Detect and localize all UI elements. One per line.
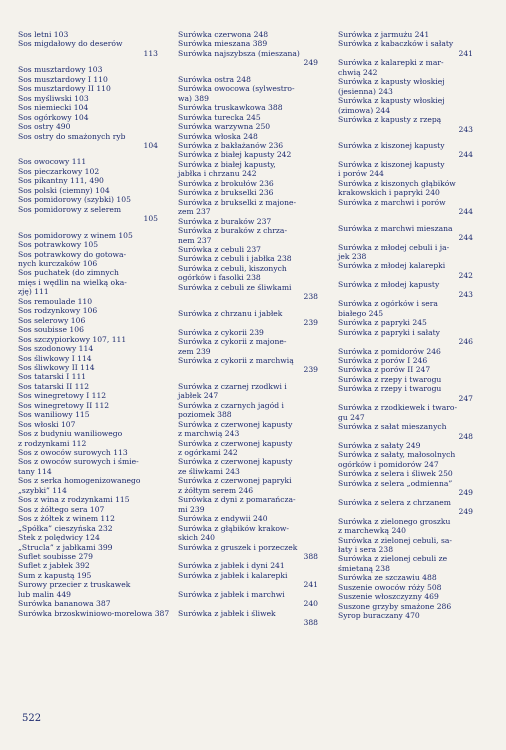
index-entry: Surówka z jabłek i dyni 241 <box>178 561 285 571</box>
index-entry: skich 240 <box>178 533 215 543</box>
index-page-ref: 388 <box>303 618 318 628</box>
index-entry: Sos z wina z rodzynkami 115 <box>18 495 130 505</box>
page-number: 522 <box>22 713 42 724</box>
index-entry: Surówka z buraków z chrza- <box>178 226 288 236</box>
index-entry: krakowskich i papryki 240 <box>338 188 440 198</box>
index-entry: Surówka z papryki 245 <box>338 318 427 328</box>
index-entry: Surówka z ogórków i sera <box>338 299 438 309</box>
index-entry: Surówka z cebuli ze śliwkami <box>178 282 292 292</box>
index-entry: Sos pomidorowy z selerem <box>18 204 122 214</box>
index-page-ref: 241 <box>303 580 318 590</box>
index-entry: Suszenie owoców róży 508 <box>338 582 442 592</box>
index-entry: Sos niemiecki 104 <box>18 103 89 113</box>
index-page-ref: 113 <box>143 48 158 58</box>
index-entry: Surówka z czerwonej papryki <box>178 476 292 486</box>
index-entry: Surówka z endywii 240 <box>178 514 268 524</box>
index-entry: Sos z serka homogenizowanego <box>18 476 141 486</box>
index-entry: śmietaną 238 <box>338 563 390 573</box>
entry-gap <box>178 375 318 382</box>
entry-gap <box>18 150 158 157</box>
index-entry: ogórków i pomidorów 247 <box>338 459 439 469</box>
index-entry: Sos winegretowy II 112 <box>18 400 110 410</box>
index-entry: Surówka z selera „odmienna” <box>338 478 453 488</box>
index-page-ref: 244 <box>458 150 473 160</box>
index-entry: Surówka z gruszek i porzeczek <box>178 542 298 552</box>
index-entry: Surówka z selera z chrzanem <box>338 497 451 507</box>
index-entry: gu 247 <box>338 412 365 422</box>
entry-gap <box>338 217 473 224</box>
index-entry: Surowy przecier z truskawek <box>18 580 131 590</box>
index-entry: ogórków i fasolki 238 <box>178 273 261 283</box>
index-entry: Surówka z czarnych jagód i <box>178 400 284 410</box>
index-entry: Sos letni 103 <box>18 30 69 39</box>
index-entry: Surówka z papryki i sałaty <box>338 327 440 337</box>
index-page-ref: 244 <box>458 233 473 243</box>
index-entry: z marchewką 240 <box>338 526 406 536</box>
index-entry: Sos ostry 490 <box>18 122 71 132</box>
index-entry: Sos selerowy 106 <box>18 315 86 325</box>
index-entry: poziomek 388 <box>178 410 232 420</box>
index-entry: Surówka włoska 248 <box>178 131 258 141</box>
index-entry: Sos myśliwski 103 <box>18 93 89 103</box>
index-entry: jek 238 <box>338 251 367 261</box>
index-entry: Surówka bananowa 387 <box>18 599 111 609</box>
index-entry: Surówka z czarnej rzodkwi i <box>178 381 287 391</box>
index-entry: Surówka z kabaczków i sałaty <box>338 39 454 49</box>
index-entry: Surówka z rzepy i twarogu <box>338 384 442 394</box>
index-page-ref: 249 <box>303 58 318 68</box>
entry-gap <box>18 58 158 65</box>
index-entry: mięs i wędlin na wielką oka- <box>18 277 127 287</box>
index-page-ref: 240 <box>303 599 318 609</box>
index-entry: Surówka z sałaty 249 <box>338 441 421 451</box>
index-page-ref: 238 <box>303 292 318 302</box>
index-entry: (zimowa) 244 <box>338 105 391 115</box>
entry-gap <box>178 68 318 75</box>
index-entry: Sos ostry do smażonych ryb <box>18 131 126 141</box>
index-entry: Surówka z sałat mieszanych <box>338 422 447 432</box>
index-entry: Suflet soubisse 279 <box>18 552 93 562</box>
index-entry: Sos włoski 107 <box>18 419 76 429</box>
index-entry: Sos śliwkowy II 114 <box>18 362 95 372</box>
index-entry: Surówka turecka 245 <box>178 112 261 122</box>
index-entry: Surówka z zielonego groszku <box>338 516 451 526</box>
index-entry: Sum z kapustą 195 <box>18 570 92 580</box>
index-entry: Surówka z cykorii z majone- <box>178 337 287 347</box>
index-entry: Surówka z czerwonej kapusty <box>178 438 293 448</box>
index-entry: chwią 242 <box>338 67 378 77</box>
index-entry: lub malin 449 <box>18 589 71 599</box>
index-entry: Surówka z białej kapusty 242 <box>178 150 292 160</box>
index-entry: Sos winegretowy I 112 <box>18 391 107 401</box>
index-entry: nem 237 <box>178 235 212 245</box>
index-entry: Surówka z jarmużu 241 <box>338 30 430 39</box>
index-entry: zem 237 <box>178 207 211 217</box>
index-entry: Sos z owoców surowych i śmie- <box>18 457 139 467</box>
index-entry: Surówka mieszana 389 <box>178 39 268 49</box>
index-entry: Surówka z młodej kalarepki <box>338 261 446 271</box>
index-entry: Surówka z brukselki z majone- <box>178 197 297 207</box>
index-entry: Sos z żółtego sera 107 <box>18 504 105 514</box>
index-entry: Suflet z jabłek 392 <box>18 561 90 571</box>
index-entry: Surówka z zielonej cebuli, sa- <box>338 535 453 545</box>
index-entry: Surówka z bakłażanów 236 <box>178 140 284 150</box>
index-entry: Sos szczypiorkowy 107, 111 <box>18 334 127 344</box>
index-entry: Surówka z porów II 247 <box>338 365 431 375</box>
index-page-ref: 239 <box>303 318 318 328</box>
index-page-ref: 249 <box>458 507 473 517</box>
index-entry: ze śliwkami 243 <box>178 466 240 476</box>
index-entry: Surówka owocowa (sylwestro- <box>178 84 295 94</box>
index-page-ref: 243 <box>458 124 473 134</box>
index-entry: mi 239 <box>178 504 205 514</box>
index-entry: Syrop buraczany 470 <box>338 611 420 621</box>
index-entry: z żółtym serem 246 <box>178 485 254 495</box>
index-entry: Surówka najszybsza (mieszana) <box>178 48 300 58</box>
index-entry: Surówka z selera i śliwek 250 <box>338 469 453 479</box>
index-entry: Sos waniliowy 115 <box>18 410 90 420</box>
index-entry: Surówka z jabłek i marchwi <box>178 589 285 599</box>
index-entry: Surówka z dyni z pomarańcza- <box>178 495 296 505</box>
index-entry: Surówka z cebuli i jabłka 238 <box>178 254 292 264</box>
index-page-ref: 242 <box>458 270 473 280</box>
index-entry: „szybki” 114 <box>18 485 67 495</box>
index-entry: Surówka brzoskwiniowo-morelowa 387 <box>18 608 170 618</box>
index-entry: jabłek 247 <box>178 391 219 401</box>
index-entry: Surówka z głąbików krakow- <box>178 523 289 533</box>
index-entry: Suszone grzyby smażone 286 <box>338 601 452 611</box>
index-entry: Surówka z czerwonej kapusty <box>178 419 293 429</box>
index-entry: Surówka z kapusty włoskiej <box>338 96 445 106</box>
index-entry: Sos musztardowy 103 <box>18 65 103 75</box>
index-column-1 <box>18 30 170 618</box>
index-entry: Sos potrawkowy 105 <box>18 240 99 250</box>
index-page-ref: 104 <box>143 140 158 150</box>
index-page-ref: 388 <box>303 552 318 562</box>
index-entry: Surówka z buraków 237 <box>178 216 272 226</box>
index-entry: Sos ogórkowy 104 <box>18 112 89 122</box>
index-entry: i porów 244 <box>338 169 384 179</box>
index-entry: Sos z żółtek z winem 112 <box>18 514 115 524</box>
index-entry: łaty i sera 238 <box>338 545 394 555</box>
index-entry: Surówka z jabłek i śliwek <box>178 608 276 618</box>
index-entry: (jesienna) 243 <box>338 86 393 96</box>
index-entry: Surówka z rzepy i twarogu <box>338 374 442 384</box>
index-entry: Surówka z kalarepki z mar- <box>338 58 444 68</box>
index-entry: Surówka z młodej kapusty <box>338 280 440 290</box>
index-entry: Sos tatarski I 111 <box>18 372 87 382</box>
index-entry: Surówka z jabłek i kalarepki <box>178 570 288 580</box>
index-entry: Sos pieczarkowy 102 <box>18 166 100 176</box>
index-entry: Sos śliwkowy I 114 <box>18 353 92 363</box>
index-entry: Sos polski (ciemny) 104 <box>18 185 110 195</box>
index-entry: „Strucla” z jabłkami 399 <box>18 542 113 552</box>
index-entry: Surówka z sałaty, małosolnych <box>338 450 456 460</box>
index-entry: Surówka z kiszonej kapusty <box>338 140 445 150</box>
index-page-ref: 248 <box>458 431 473 441</box>
index-page-ref: 105 <box>143 214 158 224</box>
index-entry: Surówka z zielonej cebuli ze <box>338 554 448 564</box>
index-entry: Stek z polędwicy 124 <box>18 533 100 543</box>
index-entry: Surówka ostra 248 <box>178 74 251 84</box>
index-entry: Sos pomidorowy (szybki) 105 <box>18 195 131 205</box>
index-entry: Surówka z kiszonej kapusty <box>338 159 445 169</box>
index-entry: nych kurczaków 106 <box>18 258 98 268</box>
index-entry: z ogórkami 242 <box>178 448 238 458</box>
index-entry: Suszenie włoszczyzny 469 <box>338 592 439 602</box>
index-entry: białego 245 <box>338 308 384 318</box>
index-entry: Sos z budyniu waniliowego <box>18 429 123 439</box>
index-entry: Sos musztardowy II 110 <box>18 84 111 94</box>
index-entry: Surówka czerwona 248 <box>178 30 269 39</box>
index-entry: Surówka z marchwi i porów <box>338 197 446 207</box>
index-entry: Surówka ze szczawiu 488 <box>338 573 437 583</box>
index-entry: Surówka z chrzanu i jabłek <box>178 308 283 318</box>
index-page-ref: 243 <box>458 289 473 299</box>
index-entry: Surówka z białej kapusty, <box>178 159 276 169</box>
index-entry: Surówka z kiszonych głąbików <box>338 178 456 188</box>
index-entry: zję) 111 <box>18 287 49 297</box>
index-entry: Surówka z cebuli, kiszonych <box>178 263 287 273</box>
index-entry: z rodzynkami 112 <box>18 438 87 448</box>
index-entry: jabłka i chrzanu 242 <box>178 169 257 179</box>
index-entry: Sos z owoców surowych 113 <box>18 448 128 458</box>
index-entry: Sos tatarski II 112 <box>18 381 90 391</box>
index-entry: „Spółka” cieszyńska 232 <box>18 523 113 533</box>
index-entry: Sos musztardowy I 110 <box>18 74 108 84</box>
index-entry: Surówka z cykorii 239 <box>178 327 264 337</box>
index-entry: Sos migdałowy do deserów <box>18 39 123 49</box>
index-entry: tany 114 <box>18 466 52 476</box>
index-entry: Surówka z cykorii z marchwią <box>178 355 294 365</box>
index-page-ref: 247 <box>458 393 473 403</box>
index-page-ref: 249 <box>458 488 473 498</box>
index-entry: Surówka z czerwonej kapusty <box>178 457 293 467</box>
index-entry: Sos pikantny 111, 490 <box>18 176 104 186</box>
index-entry: zem 239 <box>178 346 211 356</box>
index-entry: Surówka z kapusty włoskiej <box>338 77 445 87</box>
index-entry: Sos szodonowy 114 <box>18 344 94 354</box>
entry-gap <box>338 134 473 141</box>
index-page-ref: 241 <box>458 48 473 58</box>
index-entry: Sos rodzynkowy 106 <box>18 306 98 316</box>
entry-gap <box>18 224 158 231</box>
index-entry: Surówka z kapusty z rzepą <box>338 115 442 125</box>
index-entry: Surówka truskawkowa 388 <box>178 103 283 113</box>
index-column-3 <box>338 30 473 621</box>
index-page-ref: 246 <box>458 337 473 347</box>
index-entry: Surówka z młodej cebuli i ja- <box>338 242 450 252</box>
index-entry: Sos puchatek (do zimnych <box>18 268 119 278</box>
index-entry: Surówka z brukselki 236 <box>178 188 274 198</box>
index-entry: Surówka z brokułów 236 <box>178 178 274 188</box>
index-entry: z marchwią 243 <box>178 429 240 439</box>
index-entry: Sos owocowy 111 <box>18 157 87 167</box>
index-entry: Surówka z rzodkiewek i twaro- <box>338 403 458 413</box>
index-entry: Sos potrawkowy do gotowa- <box>18 249 127 259</box>
index-entry: wa) 389 <box>178 93 209 103</box>
index-entry: Surówka z pomidorów 246 <box>338 346 441 356</box>
index-page-ref: 239 <box>303 365 318 375</box>
index-column-2 <box>178 30 318 628</box>
index-entry: Sos remoulade 110 <box>18 296 93 306</box>
index-page-ref: 244 <box>458 207 473 217</box>
entry-gap <box>178 302 318 309</box>
index-entry: Surówka warzywna 250 <box>178 122 271 132</box>
index-entry: Sos soubisse 106 <box>18 325 84 335</box>
index-entry: Surówka z porów I 246 <box>338 355 428 365</box>
index-entry: Sos pomidorowy z winem 105 <box>18 230 133 240</box>
index-entry: Surówka z cebuli 237 <box>178 244 262 254</box>
index-entry: Surówka z marchwi mieszana <box>338 223 453 233</box>
